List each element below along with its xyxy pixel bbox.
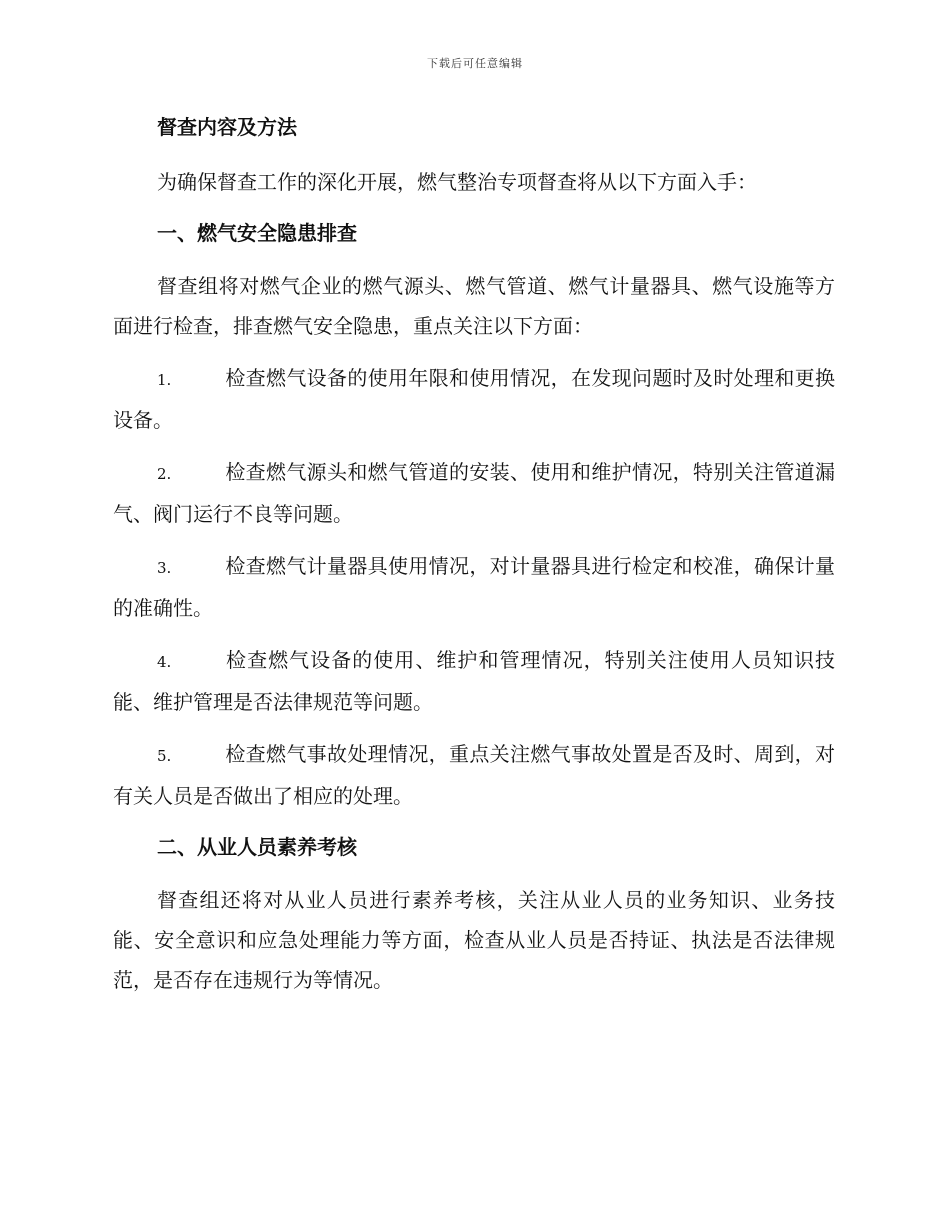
list-item bbox=[113, 734, 835, 816]
document-body bbox=[113, 108, 835, 1012]
document-title: 督查内容及方法 bbox=[157, 115, 297, 139]
list-number: 1. bbox=[157, 371, 172, 389]
page-header: 下载后可任意编辑 bbox=[427, 57, 523, 70]
section-heading-2: 二、从业人员素养考核 bbox=[157, 835, 357, 859]
list-item bbox=[113, 358, 835, 440]
list-item-text: 检查燃气设备的使用年限和使用情况，在发现问题时及时处理和更换设备。 bbox=[113, 366, 835, 432]
intro-paragraph: 为确保督查工作的深化开展，燃气整治专项督查将从以下方面入手： bbox=[157, 170, 757, 194]
section-heading-1: 一、燃气安全隐患排查 bbox=[157, 221, 357, 245]
section-2-paragraph: 督查组还将对从业人员进行素养考核，关注从业人员的业务知识、业务技能、安全意识和应急处理能力等方面，检查从业人员是否持证、执法是否法律规范，是否存在违规行为等情况。 bbox=[113, 888, 835, 992]
list-item bbox=[113, 546, 835, 628]
list-item-text: 检查燃气事故处理情况，重点关注燃气事故处置是否及时、周到，对有关人员是否做出了相应的处理。 bbox=[113, 742, 835, 808]
list-item-text: 检查燃气设备的使用、维护和管理情况，特别关注使用人员知识技能、维护管理是否法律规范等问题。 bbox=[113, 648, 835, 714]
list-number: 5. bbox=[157, 747, 172, 765]
list-item-text: 检查燃气源头和燃气管道的安装、使用和维护情况，特别关注管道漏气、阀门运行不良等问题。 bbox=[113, 460, 835, 526]
list-number: 4. bbox=[157, 653, 172, 671]
list-item bbox=[113, 452, 835, 534]
section-1-paragraph: 督查组将对燃气企业的燃气源头、燃气管道、燃气计量器具、燃气设施等方面进行检查，排查燃气安全隐患，重点关注以下方面： bbox=[113, 274, 835, 338]
list-number: 2. bbox=[157, 465, 172, 483]
list-item-text: 检查燃气计量器具使用情况，对计量器具进行检定和校准，确保计量的准确性。 bbox=[113, 554, 835, 620]
list-number: 3. bbox=[157, 559, 172, 577]
list-item bbox=[113, 640, 835, 722]
